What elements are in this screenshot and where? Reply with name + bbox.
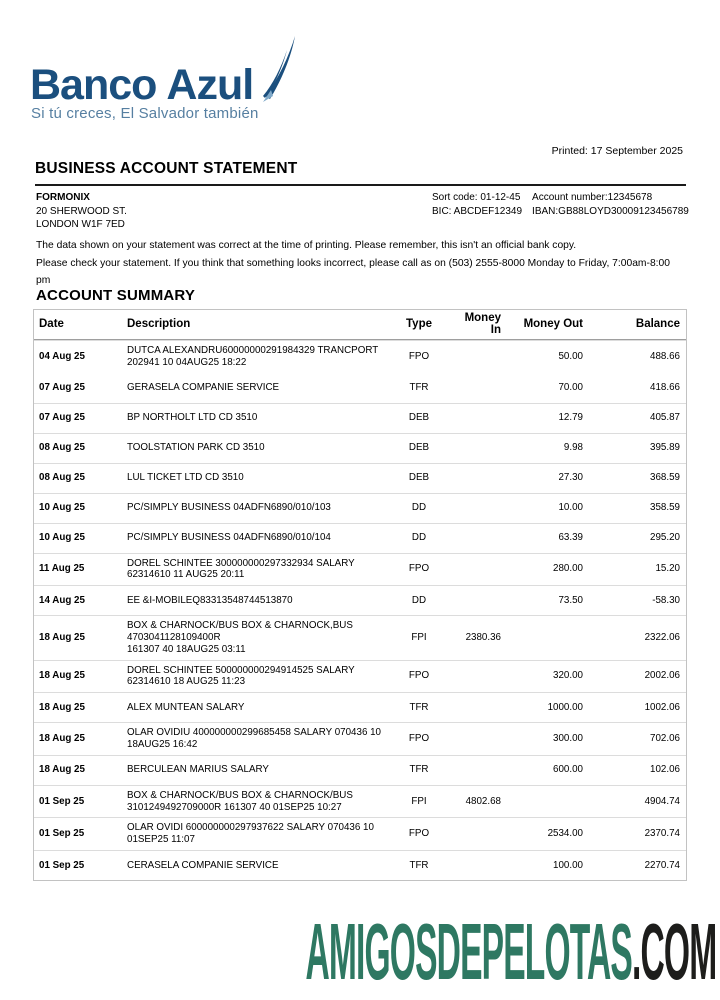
cell-type: FPO	[408, 733, 430, 745]
cell-type: DD	[411, 532, 427, 544]
cell-date: 01 Sep 25	[39, 795, 85, 807]
cell-description	[122, 665, 390, 689]
table-row	[34, 785, 686, 818]
cell-description	[122, 345, 390, 369]
cell-description	[122, 558, 390, 582]
statement-notice	[36, 237, 676, 290]
table-row	[34, 553, 686, 586]
cell-description	[122, 412, 390, 424]
cell-type: FPI	[411, 795, 427, 807]
table-row	[34, 463, 686, 493]
sort-code: Sort code: 01-12-45	[432, 192, 521, 203]
cell-type: DEB	[408, 442, 430, 454]
cell-date: 07 Aug 25	[39, 381, 85, 393]
cell-balance: 488.66	[650, 350, 680, 362]
cell-money-out: 1000.00	[547, 701, 583, 713]
cell-money-out: 12.79	[558, 412, 583, 424]
bic: BIC: ABCDEF12349	[432, 205, 523, 217]
table-row	[34, 615, 686, 659]
cell-type: TFR	[409, 859, 429, 871]
account-holder-name: FORMONIX	[36, 192, 90, 203]
bank-name-word1: Banco	[30, 61, 157, 109]
cell-description	[122, 727, 390, 751]
cell-description	[122, 502, 390, 514]
account-summary-title: ACCOUNT SUMMARY	[36, 287, 196, 304]
cell-balance: 1002.06	[644, 701, 680, 713]
cell-description	[122, 702, 390, 714]
cell-balance: 358.59	[650, 502, 680, 514]
cell-money-out: 100.00	[553, 859, 583, 871]
cell-money-out: 9.98	[563, 442, 583, 454]
cell-money-out: 27.30	[558, 472, 583, 484]
description-line1: BP NORTHOLT LTD CD 3510	[127, 412, 258, 424]
cell-date: 14 Aug 25	[39, 594, 85, 606]
cell-description	[122, 595, 390, 607]
cell-type: DD	[411, 502, 427, 514]
cell-balance: -58.30	[652, 594, 680, 606]
cell-balance: 702.06	[650, 733, 680, 745]
description-line1: TOOLSTATION PARK CD 3510	[127, 442, 265, 454]
cell-balance: 368.59	[650, 472, 680, 484]
cell-date: 08 Aug 25	[39, 472, 85, 484]
description-line1: BOX & CHARNOCK/BUS BOX & CHARNOCK,BUS 4703041128109400R	[127, 620, 353, 643]
table-row	[34, 755, 686, 785]
table-row	[34, 692, 686, 722]
cell-money-out: 73.50	[558, 594, 583, 606]
cell-type: TFR	[409, 701, 429, 713]
cell-description	[122, 532, 390, 544]
cell-description	[122, 860, 390, 872]
table-row	[34, 373, 686, 403]
table-row	[34, 585, 686, 615]
notice-line1: The data shown on your statement was correct at the time of printing. Please remember, this isn't an official bank copy.	[36, 240, 577, 251]
account-holder-block	[36, 191, 127, 232]
feather-icon	[261, 36, 297, 109]
cell-date: 18 Aug 25	[39, 701, 85, 713]
bank-logo	[30, 36, 297, 107]
cell-date: 01 Sep 25	[39, 828, 85, 840]
cell-type: DEB	[408, 412, 430, 424]
cell-balance: 2002.06	[644, 670, 680, 682]
description-line1: BERCULEAN MARIUS SALARY	[127, 764, 269, 776]
cell-money-out: 10.00	[558, 502, 583, 514]
cell-money-in: 4802.68	[465, 795, 501, 807]
cell-type: TFR	[409, 764, 429, 776]
cell-balance: 4904.74	[644, 795, 680, 807]
description-line1: GERASELA COMPANIE SERVICE	[127, 381, 280, 393]
cell-money-out: 63.39	[558, 532, 583, 544]
cell-balance: 2270.74	[644, 859, 680, 871]
summary-table-header	[34, 310, 686, 340]
bank-logo-text	[30, 61, 254, 109]
watermark-suffix: .COM	[631, 907, 716, 996]
summary-table-body	[34, 340, 686, 880]
cell-type: FPI	[411, 631, 427, 643]
cell-balance: 2370.74	[644, 828, 680, 840]
description-line1: EE &I-MOBILEQ83313548744513870	[127, 594, 293, 606]
account-holder-address-line2: LONDON W1F 7ED	[36, 219, 125, 230]
cell-date: 11 Aug 25	[39, 563, 85, 575]
description-line1: CERASELA COMPANIE SERVICE	[127, 859, 279, 871]
table-row	[34, 722, 686, 755]
notice-line2: Please check your statement. If you think that something looks incorrect, please call as on (503) 2555-8000 Monday to Friday, 7:00am-8:00 pm	[36, 257, 670, 286]
cell-money-out: 300.00	[553, 733, 583, 745]
account-details-block	[432, 191, 689, 218]
description-line1: PC/SIMPLY BUSINESS 04ADFN6890/010/103	[127, 502, 331, 514]
description-line2: 202941 10 04AUG25 18:22	[127, 356, 247, 368]
cell-date: 08 Aug 25	[39, 442, 85, 454]
cell-description	[122, 790, 390, 814]
cell-type: DD	[411, 594, 427, 606]
cell-money-out: 50.00	[558, 350, 583, 362]
cell-balance: 418.66	[650, 381, 680, 393]
description-line1: OLAR OVIDIU 400000000299685458 SALARY 070436 10	[127, 727, 382, 739]
cell-type: FPO	[408, 670, 430, 682]
iban: IBAN:GB88LOYD30009123456789	[532, 205, 689, 217]
cell-balance: 395.89	[650, 442, 680, 454]
cell-balance: 102.06	[650, 764, 680, 776]
cell-date: 10 Aug 25	[39, 502, 85, 514]
description-line1: DUTCA ALEXANDRU60000000291984329 TRANCPORT	[127, 345, 379, 356]
cell-balance: 295.20	[650, 532, 680, 544]
col-header-type: Type	[406, 317, 432, 330]
description-line1: PC/SIMPLY BUSINESS 04ADFN6890/010/104	[127, 532, 331, 544]
cell-money-out: 600.00	[553, 764, 583, 776]
printed-date: Printed: 17 September 2025	[551, 145, 683, 157]
description-line2: 18AUG25 16:42	[127, 738, 198, 750]
table-row	[34, 403, 686, 433]
table-row	[34, 660, 686, 693]
cell-balance: 2322.06	[644, 631, 680, 643]
cell-type: FPO	[408, 563, 430, 575]
cell-date: 18 Aug 25	[39, 631, 85, 643]
table-row	[34, 523, 686, 553]
cell-money-out: 320.00	[553, 670, 583, 682]
account-number: Account number:12345678	[532, 192, 653, 203]
cell-money-in: 2380.36	[465, 631, 501, 643]
cell-date: 18 Aug 25	[39, 670, 85, 682]
description-line1: DOREL SCHINTEE 300000000297332934 SALARY	[127, 557, 355, 569]
cell-type: TFR	[409, 381, 429, 393]
description-line2: 161307 40 18AUG25 03:11	[127, 643, 246, 655]
description-line2: 62314610 11 AUG25 20:11	[127, 569, 245, 581]
account-holder-address-line1: 20 SHERWOOD ST.	[36, 205, 127, 217]
cell-description	[122, 822, 390, 846]
col-header-date: Date	[39, 317, 64, 330]
cell-date: 18 Aug 25	[39, 764, 85, 776]
col-header-money-out: Money Out	[523, 317, 583, 330]
cell-date: 07 Aug 25	[39, 412, 85, 424]
description-line1: BOX & CHARNOCK/BUS BOX & CHARNOCK/BUS	[127, 789, 353, 801]
summary-table	[33, 309, 687, 881]
cell-description	[122, 620, 390, 655]
description-line1: LUL TICKET LTD CD 3510	[127, 472, 244, 484]
cell-date: 18 Aug 25	[39, 733, 85, 745]
table-row	[34, 493, 686, 523]
description-line1: DOREL SCHINTEE 500000000294914525 SALARY	[127, 664, 355, 676]
col-header-money-in: Money In	[464, 311, 501, 336]
description-line1: OLAR OVIDI 600000000297937622 SALARY 070436 10	[127, 822, 374, 834]
table-row	[34, 340, 686, 373]
cell-type: FPO	[408, 828, 430, 840]
cell-money-out: 2534.00	[547, 828, 583, 840]
bank-tagline: Si tú creces, El Salvador también	[31, 105, 259, 122]
cell-balance: 405.87	[650, 412, 680, 424]
col-header-balance: Balance	[635, 317, 680, 330]
description-line2: 3101249492709000R 161307 40 01SEP25 10:27	[127, 801, 342, 813]
description-line2: 62314610 18 AUG25 11:23	[127, 676, 246, 688]
cell-description	[122, 764, 390, 776]
cell-date: 04 Aug 25	[39, 350, 85, 362]
watermark	[305, 907, 716, 996]
cell-money-out: 70.00	[558, 381, 583, 393]
description-line2: 01SEP25 11:07	[127, 834, 195, 846]
cell-type: DEB	[408, 472, 430, 484]
cell-money-out: 280.00	[553, 563, 583, 575]
watermark-main: AMIGOSDEPELOTAS	[305, 907, 632, 996]
cell-type: FPO	[408, 350, 430, 362]
cell-date: 01 Sep 25	[39, 859, 85, 871]
cell-date: 10 Aug 25	[39, 532, 85, 544]
table-row	[34, 433, 686, 463]
cell-description	[122, 472, 390, 484]
cell-balance: 15.20	[655, 563, 680, 575]
cell-description	[122, 382, 390, 394]
table-row	[34, 850, 686, 880]
cell-description	[122, 442, 390, 454]
description-line1: ALEX MUNTEAN SALARY	[127, 701, 245, 713]
bank-name-word2: Azul	[166, 61, 254, 109]
table-row	[34, 817, 686, 850]
statement-title: BUSINESS ACCOUNT STATEMENT	[35, 160, 686, 186]
col-header-description: Description	[127, 317, 191, 330]
